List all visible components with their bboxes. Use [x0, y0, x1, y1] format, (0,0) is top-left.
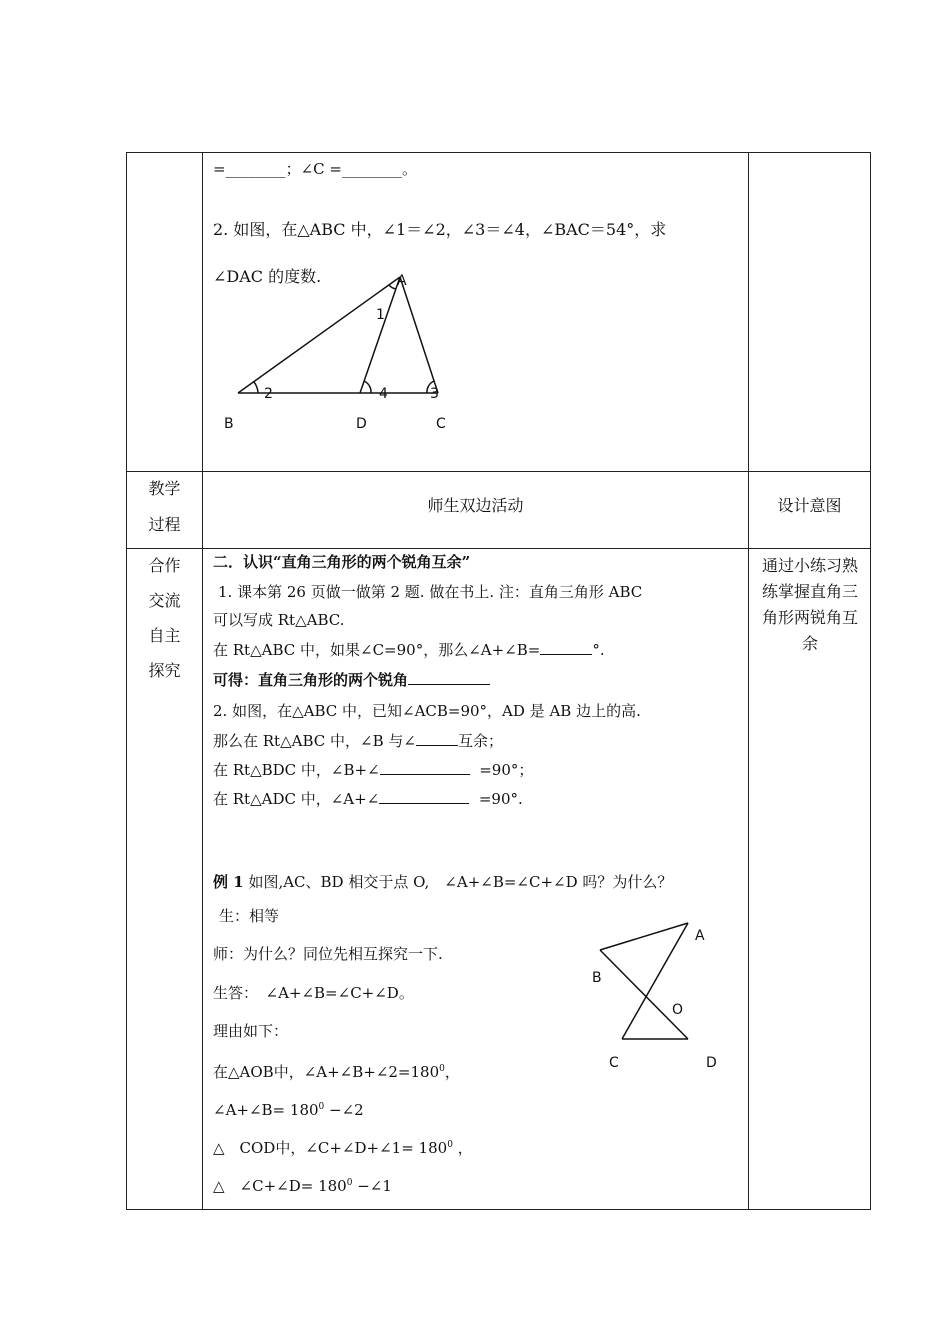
proof-step-3: [213, 1135, 473, 1158]
reason-heading: 理由如下：: [213, 1022, 289, 1040]
question-2-line-1: 2. 如图，在△ABC 中，∠1＝∠2，∠3＝∠4，∠BAC＝54°，求: [213, 220, 667, 239]
item-1-line-3: [213, 640, 605, 660]
label-o: O: [672, 1002, 684, 1018]
label-d: D: [356, 416, 367, 432]
side-ac: [400, 277, 438, 393]
table-border-right: [870, 152, 871, 1210]
crossing-lines-figure: [585, 915, 735, 1075]
answer-blank-angle-2[interactable]: [380, 760, 470, 775]
answer-blank-angle-3[interactable]: [379, 789, 469, 804]
example-1: [213, 872, 672, 892]
proof-step-4-degree: 0: [346, 1178, 353, 1188]
question-2-line-2: ∠DAC 的度数.: [213, 267, 322, 286]
side-ab: [238, 277, 400, 393]
proof-step-1-end: ，: [444, 1063, 460, 1081]
row3-stage-labels: [127, 548, 202, 688]
label-c2: C: [609, 1055, 619, 1071]
item-1-line-3-end: °.: [592, 641, 605, 659]
answer-blank-sum[interactable]: [540, 640, 592, 655]
design-purpose-text: 通过小练习熟练掌握直角三角形两锐角互余: [761, 556, 858, 653]
label-d2: D: [706, 1055, 717, 1071]
segment-ad: [360, 277, 400, 393]
proof-step-2: [213, 1097, 364, 1120]
header-design-intent: 设计意图: [777, 496, 842, 515]
label-3: 3: [430, 386, 439, 402]
section-title: 二．认识“直角三角形的两个锐角互余”: [213, 553, 471, 571]
answer-blank-conclusion[interactable]: [408, 670, 490, 685]
proof-step-2-end: −∠2: [324, 1101, 364, 1119]
item-2-line-3-end: =90°；: [479, 761, 534, 779]
item-2-line-2-end: 互余；: [457, 732, 503, 750]
label-4: 4: [379, 386, 388, 402]
item-2-line-2: [213, 731, 503, 751]
segment-bd: [600, 950, 688, 1039]
header-col1-line2: 过程: [148, 515, 181, 534]
stage-label-2: 交流: [148, 591, 181, 610]
item-2-line-4: [213, 789, 523, 809]
label-1: 1: [376, 307, 385, 323]
label-b: B: [224, 416, 234, 432]
item-2-line-2-text: 那么在 Rt△ABC 中，∠B 与∠: [213, 732, 416, 750]
label-a2: A: [695, 928, 705, 944]
proof-step-4: [213, 1173, 392, 1196]
angle-arc-2: [254, 382, 258, 393]
example-question: 如图,AC、BD 相交于点 O, ∠A+∠B=∠C+∠D 吗？为什么？: [248, 873, 673, 891]
item-2-line-3: [213, 760, 533, 780]
proof-step-3-end: ，: [452, 1139, 473, 1157]
item-2-line-4-text: 在 Rt△ADC 中，∠A+∠: [213, 790, 380, 808]
student-answer-1: 生：相等: [219, 907, 280, 925]
conclusion-line: [213, 670, 490, 690]
answer-blank-angle-1[interactable]: [416, 731, 458, 746]
item-1-line-3-text: 在 Rt△ABC 中，如果∠C=90°，那么∠A+∠B=: [213, 641, 541, 659]
item-1-line-2: 可以写成 Rt△ABC.: [213, 611, 345, 629]
proof-step-2-text: ∠A+∠B= 180: [213, 1101, 319, 1119]
label-a: A: [397, 273, 407, 289]
student-answer-2: 生答： ∠A+∠B=∠C+∠D。: [213, 984, 414, 1002]
header-col1-line1: 教学: [148, 479, 181, 498]
table-col-divider-2: [748, 152, 749, 1210]
teacher-prompt: 师：为什么？同位先相互探究一下.: [213, 945, 443, 963]
item-2-line-4-end: =90°.: [478, 790, 523, 808]
proof-step-1-text: 在△AOB中，∠A+∠B+∠2=180: [213, 1063, 440, 1081]
stage-label-3: 自主: [148, 626, 181, 645]
table-border-top: [126, 152, 871, 153]
item-2-line-1: 2. 如图，在△ABC 中，已知∠ACB=90°，AD 是 AB 边上的高.: [213, 702, 641, 720]
proof-step-2-degree: 0: [318, 1102, 325, 1112]
conclusion-text: 可得：直角三角形的两个锐角: [213, 671, 409, 689]
table-row-divider-1: [126, 471, 871, 472]
angle-arc-1: [389, 285, 396, 289]
stage-label-1: 合作: [148, 556, 181, 575]
proof-step-1-degree: 0: [439, 1064, 445, 1074]
example-label: 例 1: [213, 873, 244, 891]
proof-step-4-text: △ ∠C+∠D= 180: [213, 1177, 347, 1195]
proof-step-4-end: −∠1: [352, 1177, 392, 1195]
blank-answer-line: =________；∠C =________。: [213, 160, 417, 178]
header-teaching-process: [127, 470, 202, 544]
item-2-line-3-text: 在 Rt△BDC 中，∠B+∠: [213, 761, 380, 779]
stage-label-4: 探究: [148, 661, 181, 680]
table-border-bottom: [126, 1209, 871, 1210]
proof-step-1: [213, 1059, 460, 1082]
header-activities: 师生双边活动: [427, 496, 524, 515]
item-1-line-1: 1. 课本第 26 页做一做第 2 题. 做在书上. 注：直角三角形 ABC: [218, 583, 643, 601]
proof-step-3-degree: 0: [447, 1140, 453, 1150]
label-2: 2: [264, 386, 273, 402]
label-c: C: [436, 416, 446, 432]
label-b2: B: [592, 970, 602, 986]
proof-step-3-text: △ COD中，∠C+∠D+∠1= 180: [213, 1139, 448, 1157]
table-row-divider-2: [126, 548, 871, 549]
triangle-abc-figure: [200, 265, 500, 445]
angle-arc-4: [364, 381, 371, 393]
